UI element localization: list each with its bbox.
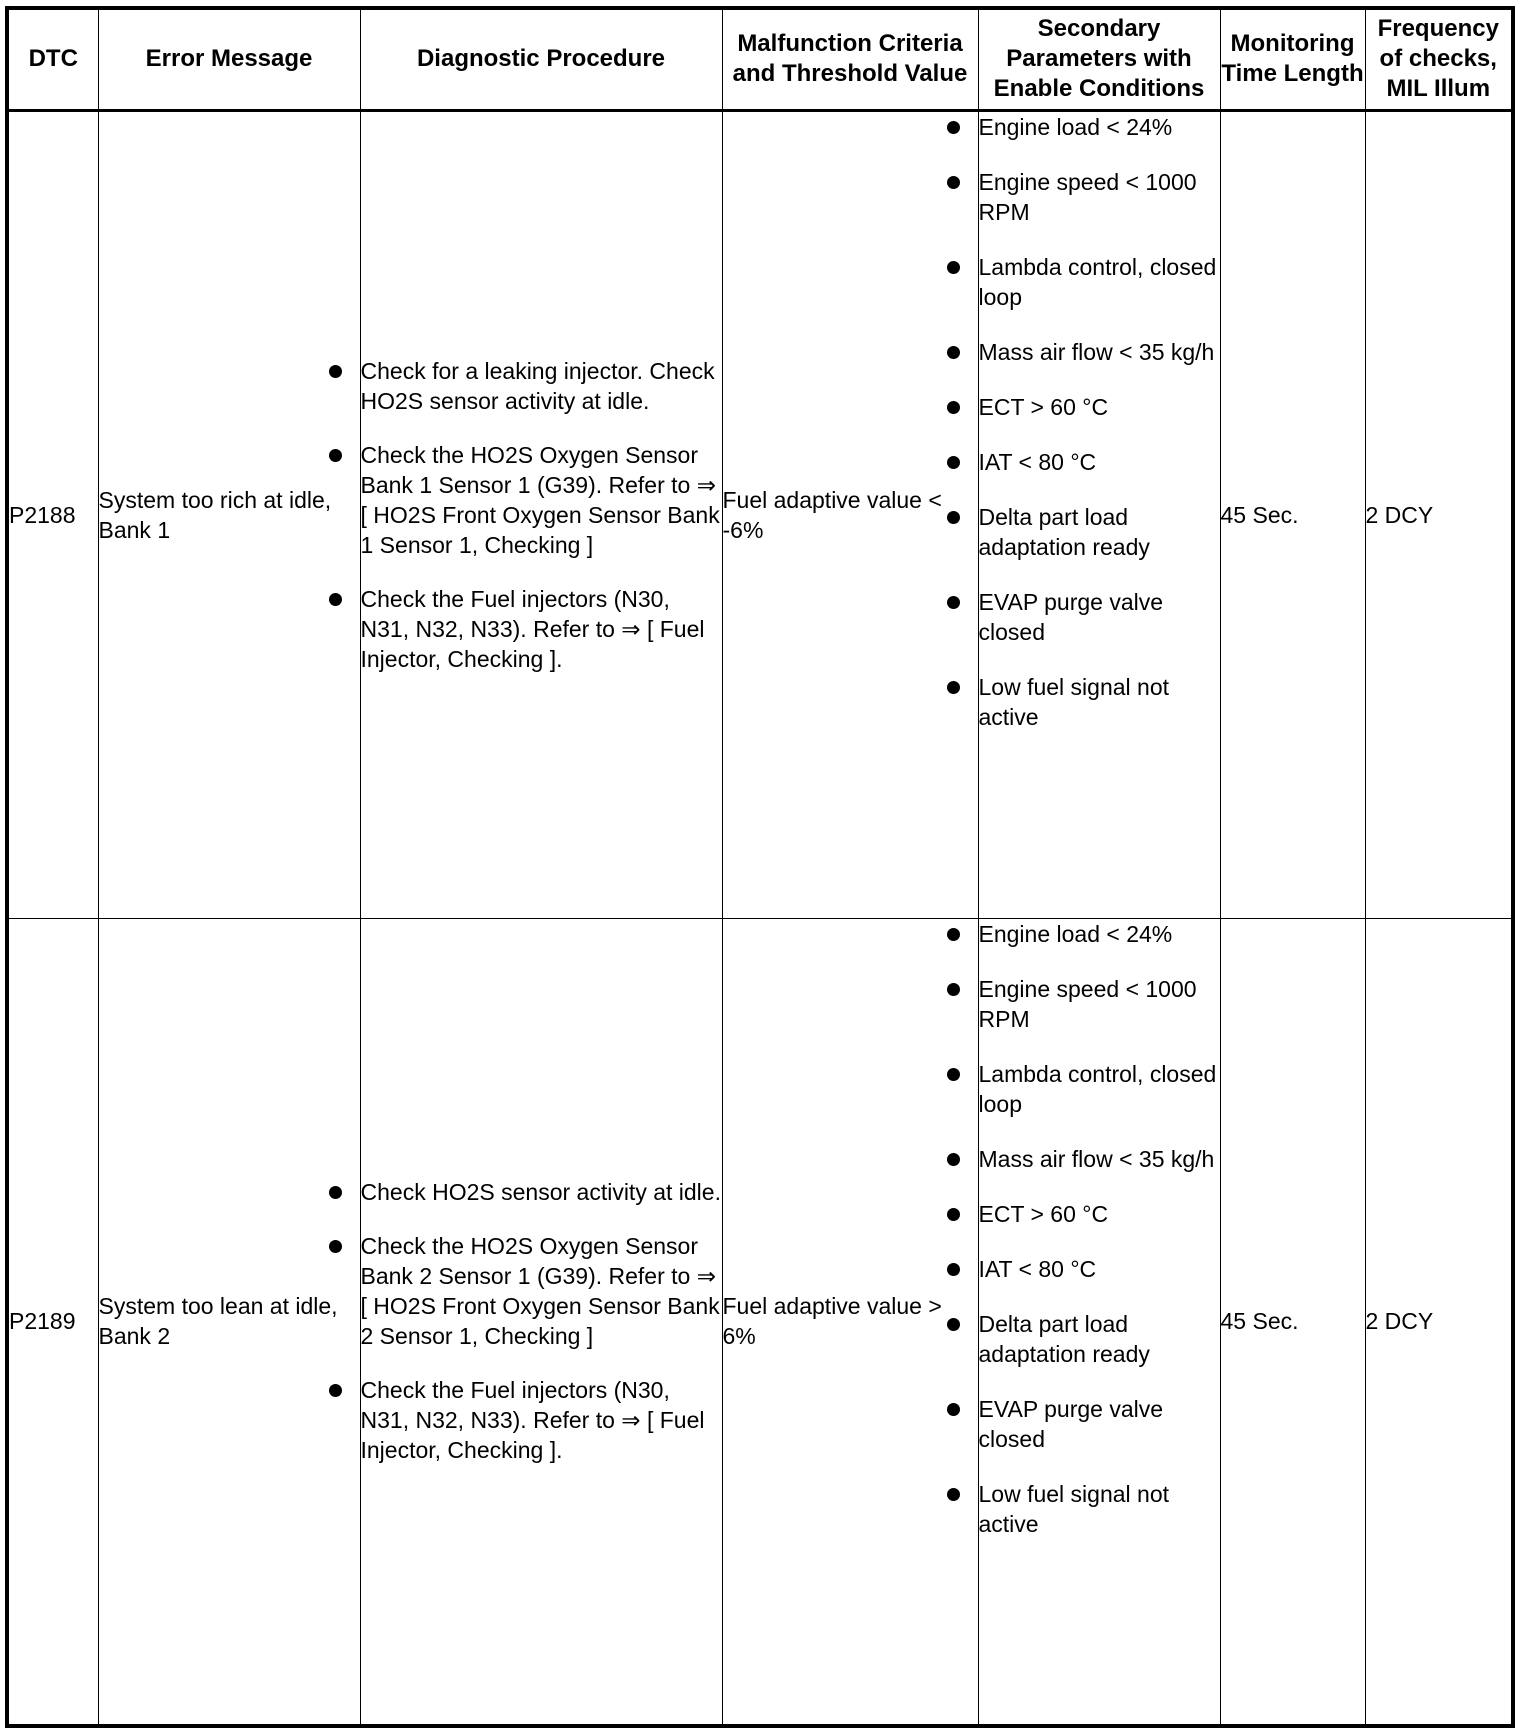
procedure-step: Check the Fuel injectors (N30, N31, N32, N33). Refer to ⇒ [ Fuel Injector, Checking ].	[361, 584, 722, 674]
header-secondary-parameters: Secondary Parameters with Enable Conditions	[978, 8, 1220, 110]
header-malfunction-criteria: Malfunction Criteria and Threshold Value	[722, 8, 978, 110]
secondary-parameters	[978, 110, 1220, 918]
parameter-item: IAT < 80 °C	[979, 447, 1220, 477]
header-frequency: Frequency of checks, MIL Illum	[1365, 8, 1513, 110]
procedure-step: Check HO2S sensor activity at idle.	[360, 1179, 721, 1206]
parameter-item: IAT < 80 °C	[979, 1254, 1220, 1284]
table-row	[7, 918, 1513, 1726]
monitoring-time: 45 Sec.	[1220, 918, 1365, 1726]
monitoring-time: 45 Sec.	[1220, 110, 1365, 918]
parameter-item: Lambda control, closed loop	[979, 252, 1220, 312]
parameter-item: Engine speed < 1000 RPM	[979, 167, 1220, 227]
procedure-step: Check for a leaking injector. Check HO2S sensor activity at idle.	[361, 356, 722, 416]
header-dtc: DTC	[7, 8, 98, 110]
error-message: System too rich at idle, Bank 1	[98, 110, 360, 918]
malfunction-criteria: Fuel adaptive value < -6%	[722, 110, 978, 918]
procedure-step: Check the HO2S Oxygen Sensor Bank 1 Sensor 1 (G39). Refer to ⇒ [ HO2S Front Oxygen Sensor Bank 1 Sensor 1, Checking ]	[360, 441, 720, 558]
parameter-item: EVAP purge valve closed	[979, 587, 1220, 647]
procedure-list	[361, 1177, 722, 1465]
dtc-code: P2189	[7, 918, 98, 1726]
error-message: System too lean at idle, Bank 2	[98, 918, 360, 1726]
parameter-list	[979, 919, 1220, 1539]
header-diagnostic-procedure: Diagnostic Procedure	[360, 8, 722, 110]
header-monitoring-time: Monitoring Time Length	[1220, 8, 1365, 110]
header-error-message: Error Message	[98, 8, 360, 110]
malfunction-criteria: Fuel adaptive value > 6%	[722, 918, 978, 1726]
secondary-parameters	[978, 918, 1220, 1726]
parameter-item: Engine speed < 1000 RPM	[979, 974, 1220, 1034]
dtc-code: P2188	[7, 110, 98, 918]
procedure-step: Check the HO2S Oxygen Sensor Bank 2 Sensor 1 (G39). Refer to ⇒ [ HO2S Front Oxygen Sensor Bank 2 Sensor 1, Checking ]	[360, 1233, 720, 1350]
frequency: 2 DCY	[1365, 110, 1513, 918]
diagnostic-procedure	[360, 110, 722, 918]
parameter-item: Lambda control, closed loop	[979, 1059, 1220, 1119]
dtc-table	[5, 6, 1515, 1728]
parameter-item: Delta part load adaptation ready	[979, 1309, 1220, 1369]
parameter-item: Low fuel signal not active	[979, 1479, 1220, 1539]
procedure-list	[361, 356, 722, 674]
header-row	[7, 8, 1513, 110]
procedure-step: Check the Fuel injectors (N30, N31, N32, N33). Refer to ⇒ [ Fuel Injector, Checking ].	[361, 1375, 722, 1465]
parameter-item: Mass air flow < 35 kg/h	[979, 337, 1220, 367]
frequency: 2 DCY	[1365, 918, 1513, 1726]
parameter-item: Delta part load adaptation ready	[979, 502, 1220, 562]
parameter-item: ECT > 60 °C	[979, 1199, 1220, 1229]
parameter-item: Mass air flow < 35 kg/h	[979, 1144, 1220, 1174]
parameter-item: EVAP purge valve closed	[979, 1394, 1220, 1454]
table-row	[7, 110, 1513, 918]
parameter-item: Engine load < 24%	[979, 919, 1220, 949]
parameter-item: Engine load < 24%	[979, 112, 1220, 142]
parameter-item: Low fuel signal not active	[979, 672, 1220, 732]
diagnostic-procedure	[360, 918, 722, 1726]
parameter-list	[979, 112, 1220, 732]
parameter-item: ECT > 60 °C	[979, 392, 1220, 422]
